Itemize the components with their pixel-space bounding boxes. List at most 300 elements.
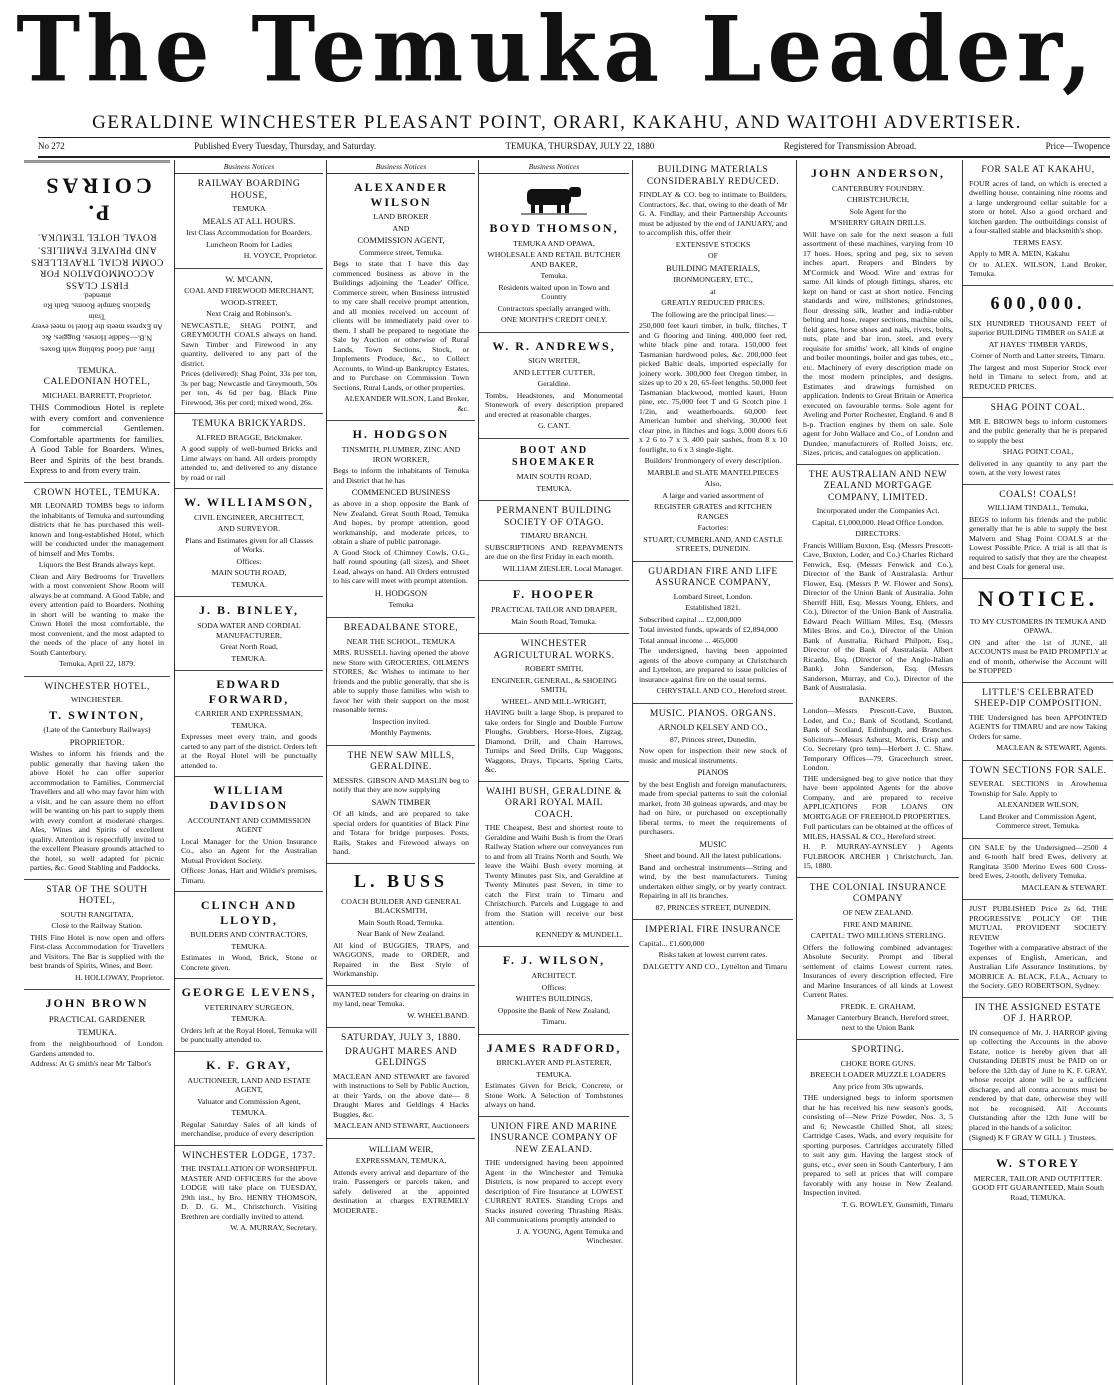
columns xyxy=(14,160,1114,1385)
price: Price—Twopence xyxy=(1045,141,1110,151)
ad-heading: WAIHI BUSH, GERALDINE & ORARI ROYAL MAIL COACH. xyxy=(485,786,623,820)
ad-body: Address: At G smith's near Mr Talbot's xyxy=(30,1059,152,1069)
ad-text: PIANOS xyxy=(697,767,729,778)
ad-body: HAVING built a large Shop, is prepared to take orders for Single and Double Furrow Ploughs, Grubbers, Horse-Hoes, Zigzag, Diamond, Drill, and Chain Harrows, Turnips and Seed Drills, Cup Waggons, Waggons, Drays, Tipcarts, Spring Carts, &c. xyxy=(485,708,623,775)
column-header: Business Notices xyxy=(479,160,629,174)
findlay-building-materials-ad xyxy=(633,160,793,562)
ad-signature: (Signed) K F GRAY W GILL } Trustees. xyxy=(969,1133,1097,1143)
ad-heading: TEMUKA BRICKYARDS. xyxy=(191,419,307,430)
town-sections-ad xyxy=(963,761,1113,839)
winchester-lodge-ad xyxy=(175,1146,323,1240)
ad-text: CAPITAL: TWO MILLIONS STERLING. xyxy=(810,931,946,941)
ad-body: Local Manager for the Union Insurance Co., also an Agent for the Australian Mutual Provident Society. xyxy=(181,836,317,865)
ad-heading: RAILWAY BOARDING HOUSE, xyxy=(197,179,301,201)
ad-text: Capital... £1,600,000 xyxy=(639,938,705,948)
ad-text: Manager Canterbury Branch, Hereford street, next to the Union Bank xyxy=(806,1013,949,1032)
ad-text: AND LETTER CUTTER, xyxy=(512,367,596,377)
ox-icon xyxy=(519,181,589,217)
ad-body: MRS. RUSSELL having opened the above new Store with GROCERIES, OILMEN'S STORES, &c Wishes to intimate to her friends and the public generally, that she is able to supply those families who wish to favor her with their support on the most reasonable terms. xyxy=(333,648,469,715)
ad-text: VETERINARY SURGEON, xyxy=(204,1002,294,1012)
ad-body: as above in a shop opposite the Bank of New Zealand, Great South Road, Temuka And hopes, by prompt attention, good workmanship, and moderate prices, to obtain a share of public patronage. xyxy=(333,499,469,547)
star-of-the-south-ad xyxy=(24,880,170,991)
ad-body: Clean and Airy Bedrooms for Travellers with a most convenient Show Room will always be at command. A Good Table, and every attention paid to Boarders. Nothing in short will be wanting to make the Crown Hotel the most comfortable, the most convenient, and the most adapted to the needs of the place of any hotel in South Canterbury. xyxy=(30,571,164,657)
ad-body: SIX HUNDRED THOUSAND FEET of superior BUILDING TIMBER on SALE at xyxy=(969,318,1107,338)
ad-body: FOUR acres of land, on which is erected a dwelling house, containing nine rooms and a large underground cellar suitable for a store or hotel. Also a good orchard and kitchen garden. The outbuildings consist of a four-stalled stable and blacksmith's shop. xyxy=(969,178,1107,236)
ad-text: Offices: xyxy=(541,982,567,992)
ad-name: W. R. ANDREWS, xyxy=(492,338,616,353)
ad-text: MAIN SOUTH ROAD, xyxy=(516,472,592,482)
ad-heading: WINCHESTER HOTEL, xyxy=(44,681,150,692)
ad-text: Temuka xyxy=(388,600,414,610)
ad-heading: WINCHESTER AGRICULTURAL WORKS. xyxy=(493,639,615,661)
ad-text: TERMS EASY. xyxy=(1013,237,1063,247)
ad-text: TEMUKA. xyxy=(536,483,572,493)
ad-text: Valuator and Commission Agent, xyxy=(197,1096,301,1106)
ad-text: An Express meets the Hotel to meet every Train xyxy=(31,313,163,332)
ad-heading: DRAUGHT MARES AND GELDINGS xyxy=(344,1046,458,1069)
ad-text: Factories: xyxy=(697,523,729,533)
ad-text: FIRE AND MARINE. xyxy=(843,919,913,929)
ad-text: BUILDERS AND CONTRACTORS, xyxy=(190,930,308,940)
fj-wilson-ad xyxy=(479,947,629,1034)
ad-text: ENGINEER, GENERAL, & SHOEING SMITH, xyxy=(491,675,617,695)
ad-heading: WINCHESTER LODGE, 1737. xyxy=(182,1150,316,1161)
ad-heading: JUST PUBLISHED Price 2s 6d, THE PROGRESSIVE POLICY OF THE MUTUAL PROVIDENT SOCIETY REVIEW xyxy=(969,904,1107,942)
mccann-coal-ad xyxy=(175,269,323,414)
hooper-ad xyxy=(479,581,629,634)
ad-text: 87, PRINCES STREET, DUNEDIN. xyxy=(655,902,771,912)
ad-text: CARRIER AND EXPRESSMAN, xyxy=(195,709,303,719)
ad-heading: IN THE ASSIGNED ESTATE OF J. HARROP. xyxy=(974,1002,1102,1025)
radford-ad xyxy=(479,1035,629,1117)
draught-mares-ad xyxy=(327,1028,475,1139)
masthead xyxy=(0,0,1114,110)
ad-text: Inspection invited. xyxy=(371,716,431,726)
union-insurance-ad xyxy=(479,1117,629,1253)
ad-heading: BUILDING MATERIALS CONSIDERABLY REDUCED. xyxy=(646,165,780,187)
winchester-hotel-ad xyxy=(24,677,170,880)
ad-text: COACH BUILDER AND GENERAL BLACKSMITH, xyxy=(341,896,461,916)
ad-body: Now open for inspection their new stock of music and musical instruments. xyxy=(639,746,787,765)
ad-name: GEORGE LEVENS, xyxy=(181,985,317,1000)
royal-hotel-ad-inverted xyxy=(24,160,170,360)
ad-text: TINSMITH, PLUMBER, ZINC AND IRON WORKER, xyxy=(341,445,461,464)
ad-signature: G. CANT. xyxy=(537,421,571,431)
ad-text: Capital, £1,000,000. Head Office London. xyxy=(812,517,944,527)
ad-signature: KENNEDY & MUNDELL. xyxy=(535,929,623,939)
ad-body: MESSRS. GIBSON AND MASLIN beg to notify that they are now supplying xyxy=(333,775,469,795)
ad-name: BOYD THOMSON, xyxy=(489,221,619,236)
shag-point-coal-ad xyxy=(963,398,1113,485)
ad-text: NEAR THE SCHOOL, TEMUKA xyxy=(346,636,456,646)
ad-heading: UNION FIRE AND MARINE INSURANCE COMPANY OF NEW ZEALAND. xyxy=(490,1121,618,1155)
ewes-sale-ad xyxy=(963,839,1113,901)
ad-text: Apply to MR A. MEIN, Kakahu xyxy=(969,249,1070,259)
ad-text: MEALS AT ALL HOURS. xyxy=(202,215,296,226)
ad-text: Subscribed capital ... £2,000,000 xyxy=(639,614,742,624)
column-7 xyxy=(962,160,1113,1385)
ad-text: ALEXANDER WILSON, xyxy=(997,800,1079,810)
tindall-coals-ad xyxy=(963,485,1113,579)
ad-body: Begs to state that I have this day commenced business as above in the Buildings adjoining the 'Leader' Office, Commerce street, when Business intrusted to my care shall receive prompt attention, and all monies received on account of clients will be immediately paid over to them. I shall be prepared to negotiate the Sale by Auction or otherwise of Rural Lands, Town Sections, Stock, or Implements Produce, &c., to Collect Accounts, to Wind-up Bankruptcy Estates, and to Purchase on Commission Town Sections, Rural Lands, or other properties. xyxy=(333,259,469,392)
ad-text: TEMUKA. xyxy=(231,1014,267,1024)
ad-name: ALEXANDER WILSON xyxy=(353,180,448,209)
ad-text: COAL AND FIREWOOD MERCHANT, xyxy=(184,286,314,296)
ad-name: CLINCH AND LLOYD, xyxy=(200,898,298,927)
ad-heading: CALEDONIAN HOTEL, xyxy=(43,377,151,388)
ad-text: (Late of the Canterbury Railways) xyxy=(43,725,151,735)
ad-name: JAMES RADFORD, xyxy=(486,1040,622,1055)
ad-text: Also, xyxy=(704,479,722,489)
ad-signature: MACLEAN & STEWART, Agents. xyxy=(996,743,1107,753)
ad-text: Luncheon Room for Ladies xyxy=(206,239,292,249)
publication-schedule: Published Every Tuesday, Thursday, and Saturday. xyxy=(194,141,377,151)
ad-text: Residents waited upon in Town and Country xyxy=(498,282,610,302)
ad-name: W. STOREY xyxy=(995,1155,1081,1170)
ad-text: PRACTICAL GARDENER xyxy=(48,1014,146,1025)
ad-text: Irst Class Accommodation for Boarders. xyxy=(186,228,312,238)
ad-text: BUILDING MATERIALS, xyxy=(665,262,761,273)
ad-text: Geraldine. xyxy=(537,379,571,389)
ad-name: P. COIRAS xyxy=(42,173,152,226)
imperial-fire-ad xyxy=(633,920,793,978)
ad-text: M'SHERRY GRAIN DRILLS. xyxy=(829,218,927,228)
ad-text: WHITE'S BUILDINGS, xyxy=(515,994,593,1004)
ad-text: Sole Agent for the xyxy=(849,206,907,216)
wanted-ad xyxy=(327,986,475,1029)
ad-name: W. WILLIAMSON, xyxy=(184,495,314,510)
binley-ad xyxy=(175,597,323,671)
mortgage-company-ad xyxy=(797,465,959,878)
temuka-brickyards-ad xyxy=(175,414,323,489)
ad-text: MICHAEL BARRETT, Proprietor. xyxy=(42,390,152,400)
ad-text: TEMUKA. xyxy=(77,1026,117,1037)
kakahu-sale-ad xyxy=(963,160,1113,286)
ad-body: Together with a comparative abstract of the expenses of English, American, and Australian Life Assurance Institutions, by MORRICE A. BLACK, F.I.A., Actuary to the Society. GEO ROBERTSON, Sydney. xyxy=(969,943,1107,991)
ad-heading: FIRST CLASS ACCOMMODATION FOR COMM RCIAL TRAVELLERS AND PRIVATE FAMILIES. xyxy=(30,244,164,290)
ad-body: FINDLAY & CO. beg to intimate to Builders, Contractors, &c. that, owing to the death of Mr G. A. Findlay, and their Partnership Accounts must be adjusted by the end of JANUARY, and to accomplish this, offer their xyxy=(639,190,787,238)
ad-text: Commerce street, Temuka. xyxy=(359,247,443,257)
ad-text: ALFRED BRAGGE, Brickmaker. xyxy=(195,432,303,442)
ad-text: Great North Road, xyxy=(220,642,278,652)
ad-text: CHOKE BORE GUNS. xyxy=(840,1058,916,1068)
ad-text: CHRISTCHURCH, xyxy=(846,195,910,205)
column-5 xyxy=(632,160,793,1385)
ad-body: All kind of BUGGIES, TRAPS, and WAGGONS, made to ORDER, and Repaired in the Best Style of Workmanship. xyxy=(333,940,469,979)
ad-name: J. B. BINLEY, xyxy=(199,603,299,618)
bootmaker-ad xyxy=(479,439,629,501)
ad-signature: CHRYSTALL AND CO., Hereford street. xyxy=(656,686,787,696)
ad-name: K. F. GRAY, xyxy=(206,1057,292,1072)
ad-name: T. SWINTON, xyxy=(49,707,145,722)
ad-body: Offers the following combined advantages: Absolute Security. Prompt and liberal settlement of claims Lowest current rates. Insurances of every description effected, Fire and Marine Insurances of all kinds at Lowest Current Rates. xyxy=(803,942,953,1000)
ad-text: Plans and Estimates given for all Classes of Works. xyxy=(185,535,313,555)
ad-text: WILLIAM TINDALL, Temuka, xyxy=(987,503,1089,513)
ad-body: Begs to inform the inhabitants of Temuka and District that he has xyxy=(333,466,469,485)
ad-text: Timaru. xyxy=(541,1017,567,1027)
ad-text: Incorporated under the Companies Act. xyxy=(816,506,940,516)
john-brown-ad xyxy=(24,990,170,1074)
ad-text: SAWN TIMBER xyxy=(371,796,431,807)
ad-text: SODA WATER AND CORDIAL MANUFACTURER, xyxy=(197,621,301,640)
ad-signature: MACLEAN AND STEWART, Auctioneers xyxy=(334,1121,469,1131)
issue-date: TEMUKA, THURSDAY, JULY 22, 1880 xyxy=(505,141,655,151)
ad-heading: THE AUSTRALIAN AND NEW ZEALAND MORTGAGE COMPANY, LIMITED. xyxy=(808,469,948,503)
sporting-ad xyxy=(797,1040,959,1216)
ad-body: THE INSTALLATION OF WORSHIPFUL MASTER AND OFFICERS for the above LODGE will take place on TUESDAY, 29th inst., by Bro. HENRY THOMSON, D. D. G. M., Christchurch. Visiting Brethren are cordially invited to attend. xyxy=(181,1164,317,1221)
ad-text: Liquors the Best Brands always kept. xyxy=(38,560,156,570)
ad-text: Lombard Street, London. xyxy=(673,591,753,601)
ad-body: THE undersigned begs to inform sportsmen that he has received his new season's goods, consisting of—New Prize Powder, Nos. 3, 5 and 6; Newcastle Chilled Shot, all sizes; Cartridge Cases, Wads, and every requisite for sporting purposes. Cartridges accurately filled to suit any gun. Having the largest stock of guns, etc., ever seen in South Canterbury, I am prepared to sell at prices that will compare favorably with any house in New Zealand. Inspection invited. xyxy=(803,1093,953,1198)
ad-body: SEVERAL SECTIONS in Arowhenua Township for Sale. Apply to xyxy=(969,779,1107,798)
ad-heading: THE COLONIAL INSURANCE COMPANY xyxy=(809,882,947,905)
ad-name: BOOT AND SHOEMAKER xyxy=(511,444,597,469)
ad-text: LAND BROKER xyxy=(373,212,429,222)
ad-body: ON and after the 1st of JUNE, all ACCOUNTS must be PAID PROMPTLY at end of month, otherwise the Account will be STOPPED xyxy=(969,637,1107,676)
registration-note: Registered for Transmission Abroad. xyxy=(783,141,917,151)
buss-ad xyxy=(327,864,475,986)
ad-body: Attends every arrival and departure of the train. Passengers or parcels taken, and safely delivered at the appointed destination at charges EXTREMELY MODERATE. xyxy=(333,1167,469,1215)
ad-body: NEWCASTLE, SHAG POINT, and GREYMOUTH COALS always on hand. Sawn Timber and Firewood in any quantity, delivered to any part of the district. xyxy=(181,320,317,368)
ad-text: Or to ALEX. WILSON, Land Broker, Temuka. xyxy=(969,259,1107,279)
ad-body: WANTED tenders for clearing on drains in my land, near Temuka. xyxy=(333,989,469,1009)
ad-name: W. M'CANN, xyxy=(225,273,273,284)
ad-text: BANKERS. xyxy=(858,694,898,704)
ad-body: Will have on sale for the next season a full assortment of these machines, varying from 10 17 hoes. Hoes, spring and peg, six to seven inches apart. Reapers and Binders by M'Cormick and Wood. Wire and extras for same. All kinds of plough fittings, shares, etc kept on hand or cast at short notice. Fencing standards and wire, millstones, grindstones, flour dressing silk, leather and india-rubber belting and hose, reaper sections, machine oils, field gates, horse shoes and nails, rivets, bolts, nuts, plate and bar iron, steel, and every requisite for smiths' work, all kinds of engine and boiler mountings, boiler and gas tubes, etc., etc. Machinery of every description made on the most modern principles, and designs. Estimates and drawings furnished on application. Indents to Great Britain or America executed on favourable terms. Sole agent for Aveling and Porter Rochester, England. 6 and 8 h-p. Traction engines by them on sale. Sole agent for John Wallace and Co., of London and Dundee, manufacturers of Rolled Joists, etc. Sizes, prices, and catalogues on application. xyxy=(803,229,953,458)
ad-text: Any price from 30s upwards. xyxy=(832,1081,924,1091)
ad-text: GREATLY REDUCED PRICES. xyxy=(661,298,765,308)
ad-text: WHOLESALE AND RETAIL BUTCHER AND BAKER, xyxy=(487,250,621,269)
ad-text: AND xyxy=(392,223,410,233)
ad-text: OF NEW ZEALAND. xyxy=(842,908,914,918)
ad-text: COMMENCED BUSINESS xyxy=(351,487,451,497)
alexander-wilson-ad xyxy=(327,174,475,421)
ad-body: Expresses meet every train, and goods carted to any part of the district. Orders left at the Royal Hotel will be punctually attended to. xyxy=(181,732,317,770)
ad-signature: J. A. YOUNG, Agent Temuka and Winchester. xyxy=(516,1226,623,1246)
ad-text: TEMUKA xyxy=(232,204,266,214)
ad-text: BRICKLAYER AND PLASTERER, xyxy=(496,1058,612,1068)
ad-text: TEMUKA. xyxy=(536,1069,572,1079)
ad-text: 87, Princes street, Dunedin, xyxy=(669,734,757,744)
ad-text: Contractors specially arranged with. xyxy=(497,303,611,313)
ad-signature: H. P. MURRAY-AYNSLEY } Agents FULBROOK ARCHER } Christchurch, Jan. 15, 1880. xyxy=(803,842,953,871)
ad-text: OF xyxy=(708,251,718,261)
ad-text: TIMARU BRANCH. xyxy=(520,531,588,541)
ad-heading: SATURDAY, JULY 3, 1880. xyxy=(341,1033,461,1044)
ad-heading: LITTLE'S CELEBRATED SHEEP-DIP COMPOSITION. xyxy=(974,687,1102,710)
ad-name: WILLIAM WEIR, xyxy=(368,1143,434,1154)
ad-text: TEMUKA. xyxy=(231,653,267,663)
ad-text: ONE MONTH'S CREDIT ONLY. xyxy=(500,315,608,325)
ad-body: THIS Fine Hotel is now open and offers First-class Accommodation for Travellers and Visitors. The Bar is supplied with the best brands of Spirits, Wines, and Beer. xyxy=(30,932,164,971)
column-header: Business Notices xyxy=(327,160,475,174)
ad-name: ARNOLD KELSEY AND CO., xyxy=(658,722,768,733)
ad-body: MR LEONARD TOMBS begs to inform the inhabitants of Temuka and surrounding districts that he has purchased this well-known and long-established Hotel, which will be conducted under the management of himself and Mrs Tombs. xyxy=(30,501,164,558)
ad-body: THE Undersigned has been APPOINTED AGENTS for TIMARU and are now Taking Orders for same. xyxy=(969,712,1107,741)
ad-text: Main South Road, Temuka. xyxy=(358,917,444,927)
ad-body: IN consequence of Mr. J. HARROP giving up collecting the Accounts in the above Estate, notice is hereby given that all Outstanding DEBTS must be PAID on or before the 12th day of June to K. F. GRAY, whose receipt alone will be a sufficient discharge, and all contra accounts must be rendered by that date, otherwise they will not be recognised. All Accounts Outstanding after the 12th June will be placed in the hands of a solicitor. xyxy=(969,1027,1107,1132)
ad-text: AT HAYES' TIMBER YARDS, xyxy=(988,339,1088,349)
ad-signature: W. WHEELBAND. xyxy=(407,1010,469,1020)
ad-body: MACLEAN AND STEWART are favored with instructions to Sell by Public Auction, at their Yards, on the above date— 8 Draught Mares and Geldings 4 Hacks Buggies, &c. xyxy=(333,1071,469,1119)
ad-heading: THE NEW SAW MILLS, GERALDINE. xyxy=(347,750,455,773)
ad-text: REGISTER GRATES and KITCHEN RANGES xyxy=(653,502,773,521)
ad-body: Prices (delivered): Shag Point, 33s per ton, 3s per bag; Newcastle and Greymouth, 50s per ton, 4s 6d per bag. Black Pine Firewood, 36s per cord; mixed wood, 26s. xyxy=(181,369,317,407)
boyd-thomson-ad xyxy=(479,174,629,333)
ad-name: L. BUSS xyxy=(353,870,449,891)
guardian-assurance-ad xyxy=(633,562,793,704)
ad-text: BREECH LOADER MUZZLE LOADERS xyxy=(810,1070,946,1080)
ad-text: DIRECTORS. xyxy=(855,529,901,539)
ad-text: CANTERBURY FOUNDRY. xyxy=(831,183,925,193)
ad-heading: TEMUKA. xyxy=(77,364,117,375)
ad-text: PRACTICAL TAILOR AND DRAPER, xyxy=(491,605,617,615)
column-4 xyxy=(478,160,629,1385)
ad-text: TEMUKA. xyxy=(231,720,267,730)
ad-body: Full particulars can be obtained at the offices of MILES, HASSAL & CO., Hereford street. xyxy=(803,822,953,841)
ad-text: Hire, and Good Stabling with Boxes. xyxy=(39,345,155,355)
ad-text: TEMUKA. xyxy=(231,941,267,951)
ad-body: 250,000 feet kauri timber, in bulk, flitches, T and G flooring and lining. 400,000 feet red, white black pine and totara. 150,000 feet Tasmanian hardwood poles, &c. 200,000 feet picked Baltic deals, imported especially for joinery work. 300,000 feet Oregon timber, in sizes up to 20 x 20, 65-feet lengths. 50,000 feet Tasmanian blackwood, mottled kauri, Huon pine, etc. 75,000 feet T and G Scotch pine 1 1/2in, and weatherboards. 60,000 feet American lumber and shelving, 30,000 feet clear pine, in flitches and logs. 3,000 doors 6.6 x 2 6 to 7 x 3. 400 pair sashes, from 8 x 10 fourlight, to 6 x 3 single-light. xyxy=(639,321,787,454)
column-6 xyxy=(796,160,959,1385)
ad-body: Offices: Jonas, Hart and Wildie's premises, Timaru. xyxy=(181,866,317,885)
ad-text: Risks taken at lowest current rates. xyxy=(658,950,768,960)
ad-body: Tombs, Headstones, and Monumental Stonework of every description prepared and erected at reasonable charges. xyxy=(485,390,623,419)
ad-text: The following are the principal lines:— xyxy=(651,309,775,319)
breadalbane-store-ad xyxy=(327,618,475,746)
music-pianos-ad xyxy=(633,704,793,921)
ad-text: Opposite the Bank of New Zealand, xyxy=(497,1005,611,1015)
ad-body: Francis William Buxton, Esq. (Messrs Prescott-Cave, Buxton, Loder, and Co.) Charles Richard Fenwick, Esq. (Messrs Fenwick and Co.), Director of the Bank of Australasia. Arthur Flower, Esq. (Messrs P. W. Flower and Sons), Director of the Union Bank of Australia. John Sherriff Hill, Esq. Messrs Young, Ehlers, and Co.), Director of the Union Bank of Australia. Edward Peach William Miles, Esq. (Messrs Miles Bros. and Co.), Director of the Union Bank of Australia. Richard Philpott, Esq., Director of the Bank of Australasia. Albert Ricardo, Esq. (Director of the Anglo-Italian Bank). John Sanderson, Esq. (Messrs Sanderson, Murray, and Co.), Director of the Bank of Australasia. xyxy=(803,540,953,693)
dateline xyxy=(38,141,1110,155)
ad-heading: COALS! COALS! xyxy=(999,489,1077,500)
ad-text: SHAG POINT COAL, xyxy=(1002,447,1074,457)
saw-mills-ad xyxy=(327,746,475,864)
ad-text: PROPRIETOR. xyxy=(69,736,125,747)
ad-signature: W. A. MURRAY, Secretary. xyxy=(230,1223,317,1233)
ad-text: Main South Road, Temuka. xyxy=(511,616,597,626)
dateline-rule xyxy=(38,156,1110,158)
ad-name: F. J. WILSON, xyxy=(502,953,606,968)
ad-signature: H. HOLLOWAY, Proprietor. xyxy=(74,972,164,982)
issue-number: No 272 xyxy=(38,141,65,151)
ad-text: Established 1821. xyxy=(685,603,741,613)
ad-text: TEMUKA. xyxy=(231,579,267,589)
ad-body: THE undersigned having been appointed Agent in the Winchester and Temuka Districts, is now prepared to accept every description of Fire Insurance at LOWEST CURRENT RATES. Standing Crops and Stacks insured covering Thrashing Risks. All communications promptly attended to xyxy=(485,1158,623,1225)
ad-body: Wishes to inform his friends and the public generally that having taken the above Hotel he can offer superior accommodation to Families, Commercial Travellers and all who may favor him with a visit, and he can assure them no effort will be wanting on his part to supply them with every comfort at moderate charges. Ales, Wines and Spirits of excellent quality. Attention is respectfully invited to the excellent Pleasure grounds attached to the hotel, so well adapted for picnic parties, &c. Good Stabling and Paddocks. xyxy=(30,749,164,873)
ad-text: at xyxy=(710,286,716,296)
ad-text: A large and varied assortment of xyxy=(662,490,764,500)
agricultural-works-ad xyxy=(479,634,629,782)
ad-heading: IMPERIAL FIRE INSURANCE xyxy=(645,925,781,936)
ad-text: EXPRESSMAN, TEMUKA, xyxy=(355,1156,447,1166)
ad-heading: SHAG POINT COAL. xyxy=(990,403,1086,414)
ad-body: Of all kinds, and are prepared to take special orders for quantities of Black Pine and Totara for bridge purposes. Posts, Rails, Stakes and Firewood always on hand. xyxy=(333,809,469,857)
andrews-ad xyxy=(479,333,629,439)
ad-text: CIVIL ENGINEER, ARCHITECT, xyxy=(193,512,304,522)
ad-text: MARBLE and SLATE MANTELPIECES xyxy=(647,467,779,477)
ad-name: H. HODGSON xyxy=(352,427,450,442)
ad-body: The undersigned, having been appointed agents of the above company at Christchurch and Lyttelton, are prepared to issue policies of insurance against fire on the usual terms. xyxy=(639,646,787,684)
ad-text: Land Broker and Commission Agent, Commerce street, Temuka. xyxy=(979,811,1097,831)
ad-text: TEMUKA AND OPAWA, xyxy=(513,238,595,248)
newspaper-subtitle: GERALDINE WINCHESTER PLEASANT POINT, ORARI, KAKAHU, AND WAITOHI ADVERTISER. xyxy=(92,112,1022,133)
storey-ad xyxy=(963,1150,1113,1209)
sheep-dip-ad xyxy=(963,683,1113,761)
ad-text: Temuka, April 22, 1879. xyxy=(58,659,136,669)
ad-signature: H. VOYCE, Proprietor. xyxy=(243,251,317,261)
ad-text: WOOD-STREET, xyxy=(220,297,278,307)
ad-signature: FREDK. E. GRAHAM, xyxy=(840,1001,916,1011)
railway-boarding-house-ad xyxy=(175,174,323,269)
royal-mail-coach-ad xyxy=(479,782,629,948)
caledonian-hotel-ad xyxy=(24,360,170,483)
ad-heading: TOWN SECTIONS FOR SALE. xyxy=(969,765,1107,776)
ad-signature: T. G. ROWLEY, Gunsmith, Timaru xyxy=(841,1199,953,1209)
ad-text: Sheet and bound. All the latest publications. xyxy=(644,851,782,861)
ad-name: JOHN BROWN xyxy=(45,996,149,1011)
ad-body: Estimates in Wood, Brick, Stone or Concrete given. xyxy=(181,953,317,972)
ad-signature: ALEXANDER WILSON, Land Broker, &c. xyxy=(344,394,469,413)
edward-forward-ad xyxy=(175,671,323,777)
ad-text: Next Craig and Robinson's. xyxy=(206,309,292,319)
crown-hotel-ad xyxy=(24,483,170,677)
ad-body: Regular Saturday Sales of all kinds of merchandise, produce of every description xyxy=(181,1119,317,1139)
ad-name: 600,000. xyxy=(990,292,1086,313)
ad-signature: WILLIAM ZIESLER, Local Manager. xyxy=(502,563,623,573)
levens-ad xyxy=(175,979,323,1052)
ad-text: Monthly Payments. xyxy=(370,728,432,738)
building-society-ad xyxy=(479,501,629,581)
harrop-estate-ad xyxy=(963,998,1113,1150)
williamson-ad xyxy=(175,489,323,597)
ad-body: delivered in any quantity to any part the town, at the very lowest rates xyxy=(969,458,1107,478)
ad-text: Spacious Sample Rooms, Bath Ro attended. xyxy=(43,292,151,311)
ad-heading: GUARDIAN FIRE AND LIFE ASSURANCE COMPANY, xyxy=(648,566,778,589)
ad-heading: SPORTING. xyxy=(851,1045,905,1056)
ad-text: SIGN WRITER, xyxy=(528,356,580,366)
ad-text: MERCER, TAILOR AND OUTFITTER. GOOD FIT GUARANTEED, Main South Road, TEMUKA. xyxy=(972,1173,1104,1202)
ad-name: WILLIAM DAVIDSON xyxy=(209,783,289,812)
ad-body: MR E. BROWN begs to inform customers and the public generally that he is prepared to supply the best xyxy=(969,416,1107,445)
ad-heading: CROWN HOTEL, TEMUKA. xyxy=(33,487,161,498)
ad-body: London—Messrs Prescott-Cave, Buxton, Loder, and Co.; Bank of Scotland, Scotland, Bank of Scotland, Edinburgh, and Branches. Solicitors—Messrs Ashurst, Morris, Crisp and Co. Secretary (pro tem)—Herbert J. C. Shaw. Temporary Offices—79, Gracechurch street, London. xyxy=(803,706,953,773)
ad-body: by the best English and foreign manufacturers, made from special patterns to suit the colonial market, from 30 guineas upwards, and may be had on hire, or purchased on exceptionally liberal terms, to meet the requirements of purchasers. xyxy=(639,779,787,837)
ad-body: ON SALE by the Undersigned—2500 4 and 6-tooth half bred Ewes, delivery at Rangitata 3500 Merino Ewes 600 Cross-bred Ewes, 2-tooth, delivery Temuka. xyxy=(969,842,1107,881)
ad-text: Total invested funds, upwards of £2,894,000 xyxy=(639,625,778,635)
ad-text: SOUTH RANGITATA, xyxy=(60,909,134,919)
ad-body: A Good Stock of Chimney Cowls, O.G., half round spouting (all sizes), and Sheet Lead, always on hand. All Orders entrusted to his care will meet with prompt attention. xyxy=(333,547,469,586)
ad-heading: BREADALBANE STORE, xyxy=(343,622,459,633)
ad-heading: FOR SALE AT KAKAHU, xyxy=(981,165,1095,175)
notice-ad xyxy=(963,579,1113,683)
ad-signature: H. HODGSON xyxy=(374,587,428,598)
ad-heading: STAR OF THE SOUTH HOTEL, xyxy=(46,884,148,907)
ad-text: ROBERT SMITH, xyxy=(524,664,584,674)
william-weir-ad xyxy=(327,1139,475,1221)
ad-heading: ROYAL HOTEL TEMUKA. xyxy=(37,231,157,242)
ad-body: A good supply of well-burned Bricks and Lime always on hand. All orders promptly attended to, and delivered to any distance by road or rail xyxy=(181,444,317,482)
ad-text: IRONMONGERY, ETC., xyxy=(673,275,753,285)
ad-text: Builders' Ironmongery of every description. xyxy=(644,456,782,466)
hodgson-ad xyxy=(327,421,475,618)
ad-text: N.B.—Saddle Horses, Buggies, &c xyxy=(41,334,153,344)
colonial-insurance-ad xyxy=(797,878,959,1040)
ad-text: Temuka. xyxy=(540,271,568,281)
ad-text: AND SURVEYOR. xyxy=(217,524,281,534)
ad-body: Estimates Given for Brick, Concrete, or Stone Work. A Selection of Tombstones always on hand. xyxy=(485,1081,623,1110)
timber-yards-ad xyxy=(963,286,1113,398)
